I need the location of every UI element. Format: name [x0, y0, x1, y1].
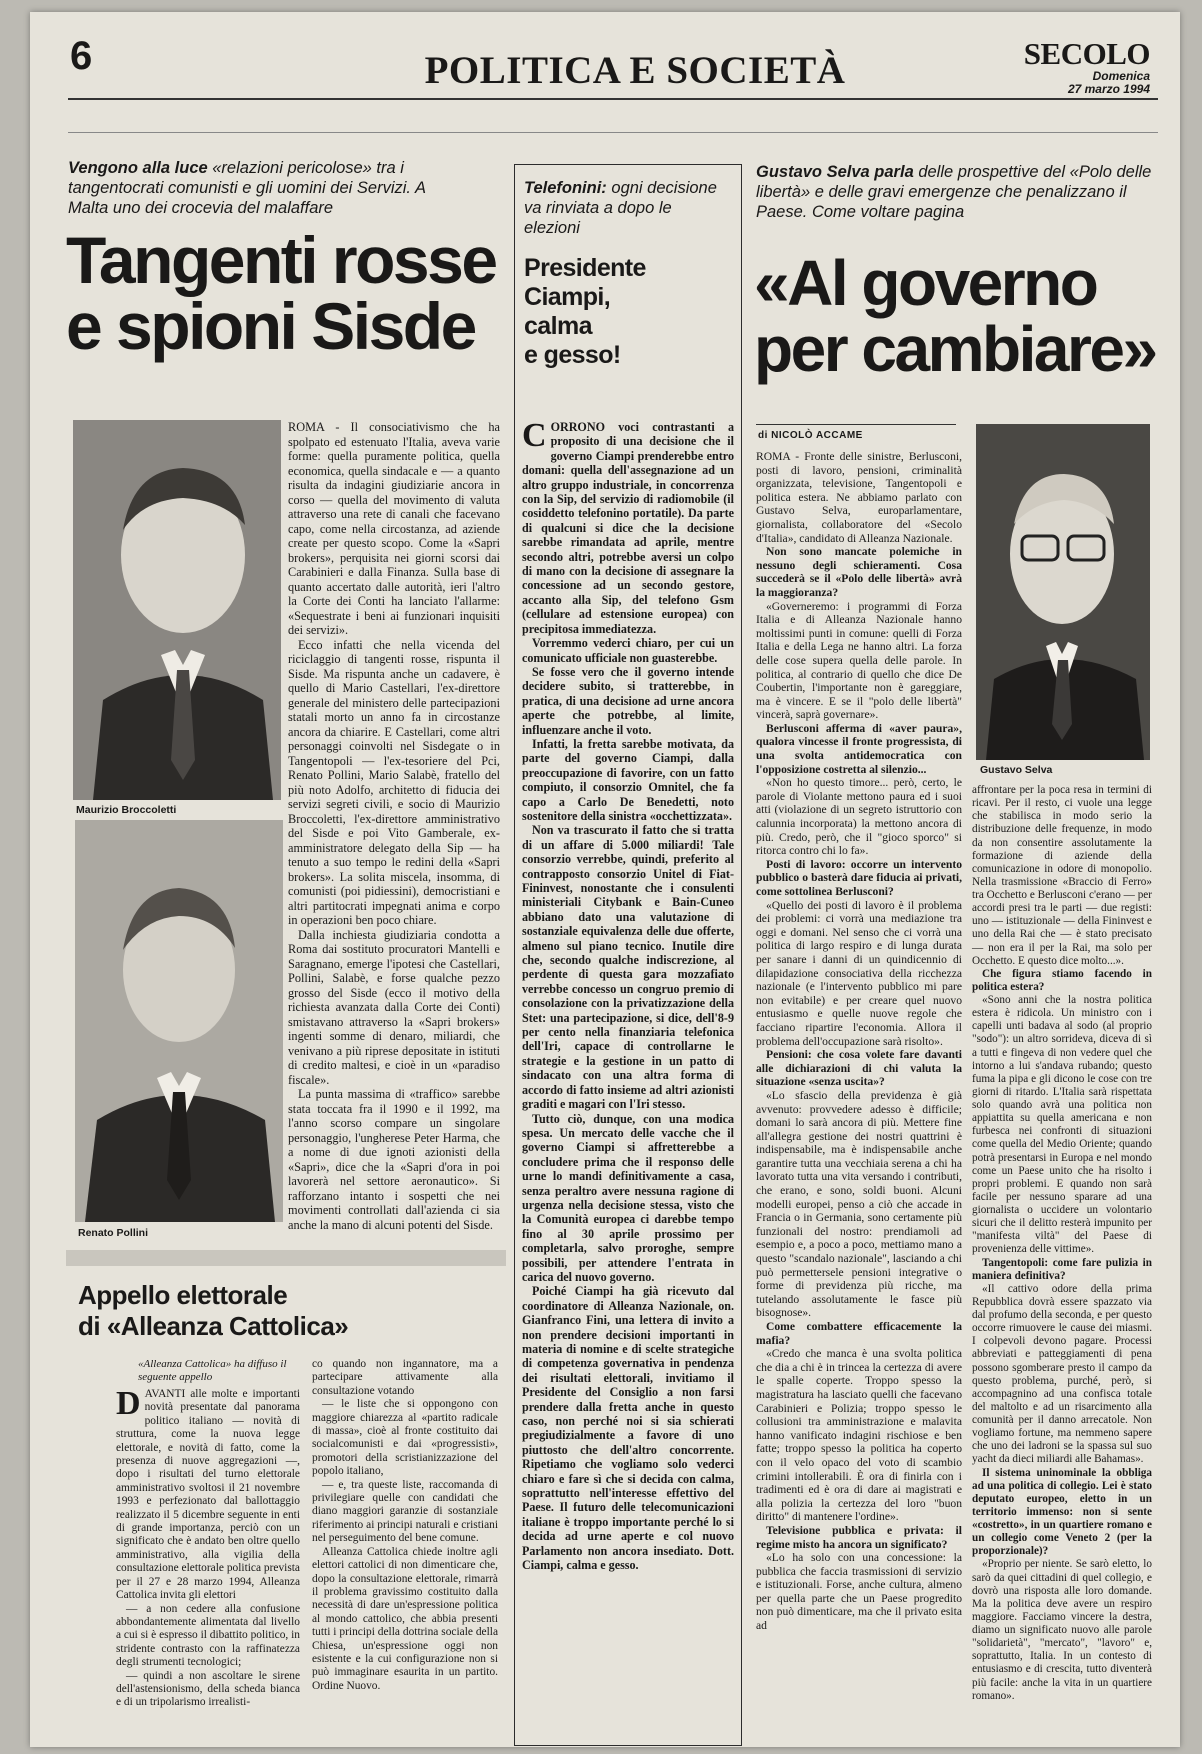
photo-selva [976, 424, 1150, 760]
right-col1-q2: Berlusconi afferma di «aver paura», qualora vincesse il fronte progressista, di una svolta antidemocratica con l'opposizione costretta al silenzio... [756, 721, 962, 776]
masthead-brand: SECOLO [1023, 36, 1150, 71]
right-col2-q3: Il sistema uninominale la obbliga ad una politica di collegio. Lei è stato deputato europeo, eletto in un territorio immenso: non si sente «costretto», in un quartiere romano e un collegio come Veneto 2 (per la proporzionale)? [972, 1466, 1152, 1558]
newspaper-page [30, 12, 1180, 1747]
right-col1-p2: «Governeremo: i programmi di Forza Italia e di Alleanza Nazionale hanno moltissimi punti in comune: quelli di Forza Italia e della Lega ne hanno altri. La forza delle cose supera quella delle parole. In politica, al contrario di quello che dice De Coubertin, l'importante non è gareggiare, ma è vincere. E se il "polo delle libertà" vincerà, saprà governare». [756, 599, 962, 722]
right-article-col2 [972, 784, 1152, 1703]
right-col1-q4: Pensioni: che cosa volete fare davanti alle dichiarazioni di chi valuta la situazione «senza uscita»? [756, 1048, 962, 1089]
right-col1-p5: «Lo sfascio della previdenza è già avvenuto: provvedere adesso è difficile; domani lo sarà ancora di più. Mettere fine all'allegra gestione dei nostri quattrini è indispensabile, ma è indispensabile anche garantire tutta una vecchiaia serena a chi ha lavorato tutta una vita versando i contributi, che erano, e sono, soldi buoni. Alcuni modelli europei, penso a ciò che accade in Francia o in Germania, sono certamente più funzionali del nostro: prendiamoli ad esempio e, a poco a poco, mettiamo mano a questo "scandalo nazionale", lasciando a chi può permettersele pensioni integrative o forme di previdenza più ricche, ma tutelando assolutamente le fasce più bisognose». [756, 1088, 962, 1320]
left-article-body [288, 420, 500, 1232]
right-headline-line1: «Al governo [754, 247, 1097, 319]
left-headline-line2: e spioni Sisde [66, 289, 475, 363]
center-paragraph-7: Poiché Ciampi ha già ricevuto dal coordinatore di Alleanza Nazionale, on. Gianfranco Fini, una lettera di invito a non prendere decisioni importanti in materia di nomine e di scelte strategiche di competenza governativa in pendenza dei risultati elettorali, invitiamo il Presidente del Consiglio a non farsi prendere dalla fretta anche in questo caso, non perché noi si sia schierati pregiudizialmente a favore di uno piuttosto che dell'altro concorrente. Ripetiamo che vogliamo solo vederci chiaro e fare sì che si decida con calma, soprattutto nell'interesse effettivo del Paese. Il futuro delle telecomunicazioni italiane è troppo importante perché lo si decida ad urne aperte e col nuovo Parlamento non ancora insediato. Dott. Ciampi, calma e gesso. [522, 1284, 734, 1573]
top-rule [68, 132, 1158, 133]
left-kicker-text: «relazioni pericolose» tra i tangentocrati comunisti e gli uomini dei Servizi. A Malta uno dei crocevia del malaffare [68, 159, 426, 217]
left-paragraph-2: Ecco infatti che nella vicenda del riciclaggio di tangenti rosse, rispunta il Sisde. Ma rispunta anche un cadavere, è quello di Mario Castellari, l'ex-direttore generale del ministero delle partecipazioni statali morto un anno fa in circostanze ancora da chiarire. E Castellari, come altri personaggi coinvolti nel Sisdegate o in Tangentopoli — l'ex-tesoriere del Pci, Renato Pollini, Mario Salabè, fratello del più noto Adolfo, architetto di fiducia dei servizi segreti civili, e socio di Maurizio Broccoletti, l'ex-direttore amministrativo del Sisde e poi Vito Gamberale, ex-amministratore delegato della Sip — ha tenuto a suo tempo le redini della «Sapri brokers». La solita miscela, insomma, di comunisti (poi pidiessini), democristiani e altri partitocrati impegnati anima e corpo in operazioni ben poco chiare. [288, 637, 500, 927]
masthead-date: 27 marzo 1994 [1067, 82, 1150, 96]
center-article-body [522, 417, 734, 1573]
center-kicker-bold: Telefonini: [524, 179, 607, 197]
center-paragraph-6: Tutto ciò, dunque, con una modica spesa. Un mercato delle vacche che il governo Ciampi si affretterebbe a concludere prima che il responso delle urne lo mandi definitivamente a casa, senza peraltro avere nessuna ragione di urgenza nella decisione stessa, visto che la Comunità europea ci darebbe tempo fino al 30 aprile prossimo per completarla, salvo proroghe, sempre possibili, per attendere l'entrata in carica del nuovo governo. [522, 1111, 734, 1284]
page-number: 6 [70, 34, 93, 78]
right-headline-line2: per cambiare» [754, 313, 1156, 385]
photo1-caption: Maurizio Broccoletti [76, 804, 177, 816]
center-headline-line3: calma [524, 312, 592, 340]
right-kicker-text: delle prospettive del «Polo delle libertà» e delle gravi emergenze che penalizzano il Paese. Come voltare pagina [756, 163, 1152, 221]
right-col1-p1: ROMA - Fronte delle sinistre, Berlusconi, posti di lavoro, pensioni, criminalità organizzata, televisione, Tangentopoli e politica estera. Ne abbiamo parlato con Gustavo Selva, europarlamentare, giornalista, collaboratore del «Secolo d'Italia», candidato di Alleanza Nazionale. [756, 450, 962, 545]
photo-pollini [75, 820, 283, 1222]
center-kicker [524, 178, 724, 238]
header-rule [68, 98, 1158, 100]
appeal-col2-p4: Alleanza Cattolica chiede inoltre agli elettori cattolici di non dimenticare che, dopo la consultazione elettorale, rimarrà il problema gravissimo costituito dalla necessità di dare un'espressione politica al mondo cattolico, che abbia presenti tutti i principi della dottrina sociale della Chiesa, un'espressione oggi non esistente e la cui configurazione non si può immaginare esaurita in un partito. Ordine Nuovo. [312, 1545, 498, 1692]
center-paragraph-3: Se fosse vero che il governo intende decidere subito, si tratterebbe, in pratica, di una decisione ad urne ancora aperte che potrebbe, al limite, influenzare anche il voto. [522, 664, 734, 737]
appeal-dropcap: D [116, 1385, 141, 1422]
right-kicker-bold: Gustavo Selva parla [756, 163, 914, 181]
appeal-col2-p1: co quando non ingannatore, ma a partecipare attivamente alla consultazione votando [312, 1358, 498, 1397]
right-col1-p3: «Non ho questo timore... però, certo, le parole di Violante mettono paura ed i suoi atti (violazione di un segreto istruttorio con calunnia incorporata) la mettono ancora di più. Credo, però, che il "gioco sporco" si ritorca contro chi lo fa». [756, 776, 962, 858]
right-col1-p7: «Lo ha solo con una concessione: la pubblica che faccia trasmissioni di servizio e istituzionali. Forse, anche cultura, almeno per quella parte che un Paese progredito non può dimenticare, ma che il privato esita ad [756, 1551, 962, 1633]
photo3-caption: Gustavo Selva [980, 764, 1053, 776]
center-headline-line1: Presidente [524, 254, 646, 282]
appeal-divider [66, 1250, 506, 1266]
left-kicker-bold: Vengono alla luce [68, 159, 208, 177]
center-kicker-text: ogni decisione va rinviata a dopo le elezioni [524, 179, 717, 237]
left-paragraph-1: ROMA - Il consociativismo che ha spolpato ed estenuato l'Italia, aveva varie forme: quella puramente politica, quella economica, quella sindacale e — a quanto risulta da indagini giudiziarie ancora in corso — quella del movimento di valuta attraverso una rete di canali che facevano capo, come nella circostanza, ad aziende create per questo scopo. Come la «Sapri brokers», perquisita nei giorni scorsi dai Carabinieri e dalla Finanza. Sulla base di quanto accertato dalle autorità, ieri l'altro la Corte dei Conti ha lanciato l'allarme: «Sequestrate i beni ai funzionari inquisiti dei servizi». [288, 420, 500, 637]
masthead-day: Domenica [1092, 69, 1150, 83]
section-title: POLITICA E SOCIETÀ [424, 49, 846, 92]
appeal-headline-line2: di «Alleanza Cattolica» [78, 1311, 349, 1341]
appeal-col1-p3: — quindi a non ascoltare le sirene dell'astensionismo, della scheda bianca e di un tripolarismo irrealisti- [116, 1669, 300, 1709]
right-article-col1 [756, 450, 962, 1633]
right-col1-q6: Televisione pubblica e privata: il regime misto ha ancora un significato? [756, 1523, 962, 1551]
right-col1-q1: Non sono mancate polemiche in nessuno degli schieramenti. Cosa succederà se il «Polo delle libertà» avrà la maggioranza? [756, 545, 962, 599]
left-kicker [68, 158, 468, 218]
right-col1-p4: «Quello dei posti di lavoro è il problema dei problemi: ci vorrà una mediazione tra oggi e domani. Nel senso che ci vorrà una politica di largo respiro e di lunga durata per sanare i danni di un quindicennio di dilapidazione consociativa della ricchezza nazionale (e l'intervento pubblico mi pare non evitabile) e per creare quel nuovo entusiasmo e quelle nuove regole che facciano ripartire l'economia. Allora il problema dell'occupazione sarà risolto». [756, 898, 962, 1048]
right-col2-p4: «Proprio per niente. Se sarò eletto, lo sarò da quei cittadini di quel collegio, e dovrò una risposta alle loro domande. Ma la politica deve avere un respiro maggiore. Facciamo vincere la destra, diamo un significato nuovo alle parole "solidarietà", "mercato", "lavoro" e, soprattutto, Italia. In un contesto di entusiasmo e di crescita, tutto diventerà più facile: anche la vita in un quartiere romano». [972, 1558, 1152, 1702]
center-headline-line2: Ciampi, [524, 283, 611, 311]
right-col2-q2: Tangentopoli: come fare pulizia in maniera definitiva? [972, 1256, 1152, 1282]
appeal-col2-p2: — le liste che si oppongono con maggiore chiarezza al «partito radicale di massa», cioè al fronte costituito dai socialcomunisti e dai «progressisti», promotori della scristianizzazione del popolo italiano, [312, 1398, 498, 1478]
center-paragraph-1: ORRONO voci contrastanti a proposito di una decisione che il governo Ciampi prenderebbe entro domani: quella dell'assegnazione ad un altro gruppo industriale, in concorrenza con la Sip, del servizio di radiomobile (il cosiddetto telefonino portatile). Da parte di qualcuni si dice che la decisione sarebbe rimandata ad aprile, mentre secondo altri, potrebbe aversi un colpo di mano con la decisione di assegnare la concessione ad un secondo gestore, accanto alla Sip, del telefono Gsm (cellulare ad estensione europea) con precipitosa immediatezza. [522, 420, 734, 636]
byline-rule [756, 424, 956, 425]
right-kicker [756, 162, 1156, 222]
portrait-image [73, 420, 281, 800]
appeal-headline [78, 1280, 498, 1342]
portrait-image-2 [75, 820, 283, 1222]
right-col2-p2: «Sono anni che la nostra politica estera è ridicola. Un ministro con i capelli unti badava al sodo (al proprio "sodo"): un altro sorrideva, diceva di sì a tutti e fingeva di non vedere quel che intorno a lui s'andava rubando; questo fuma la pipa e gli dicono le cose con tre giorni di ritardo. L'Italia sarà rispettata solo quando avrà una politica non appiattita su quella americana e non furbesca nei confronti di situazioni come quella del Medio Oriente; quando potrà presentarsi in Europa e nel mondo come un Paese unito che ha risolto i propri problemi. E quando non sarà facile per nessuno sparare ad una giornalista o uccidere un volontario sicuri che il delitto resterà impunito per "manifesta viltà" del Paese di provenienza delle vittime». [972, 994, 1152, 1256]
center-headline-line4: e gesso! [524, 341, 621, 369]
masthead [1024, 38, 1150, 96]
left-headline-line1: Tangenti rosse [66, 223, 496, 297]
right-headline [754, 247, 1174, 385]
center-dropcap: C [522, 417, 547, 454]
center-headline [524, 254, 724, 370]
photo-broccoletti [73, 420, 281, 800]
appeal-col2 [312, 1358, 498, 1693]
right-col2-q1: Che figura stiamo facendo in politica estera? [972, 967, 1152, 993]
appeal-intro: «Alleanza Cattolica» ha diffuso il seguente appello [138, 1358, 287, 1383]
center-paragraph-5: Non va trascurato il fatto che si tratta di un affare di 5.000 miliardi! Tale consorzio verrebbe, quindi, preferito al contrapposto consorzio Unitel di Fiat-Fininvest, nonostante che i consulenti ministeriali Citybank e Bain-Cuneo abbiano dato una valutazione di sostanziale equivalenza delle due offerte, almeno sul piano tecnico. Inutile dire che, secondo qualche indiscrezione, al perdente di questa gara mozzafiato verrebbe concesso un congruo premio di consolazione con la privatizzazione della Stet: una partecipazione, si dice, dell'8-9 per cento nella finanziaria telefonica dell'Iri, capace di controllarne le strategie e la gestione in un patto di sindacato con una altra forma di accordo di fatto insieme ad altri azionisti graditi e magari con l'Iri stesso. [522, 823, 734, 1112]
left-headline [66, 223, 506, 363]
byline: di NICOLÒ ACCAME [758, 430, 863, 441]
appeal-headline-line1: Appello elettorale [78, 1280, 288, 1310]
appeal-col1 [116, 1385, 300, 1710]
right-col2-p3: «Il cattivo odore della prima Repubblica dovrà essere spazzato via dal profumo della seconda, e per questo occorre rimuovere le cause dei miasmi. I colpevoli devono pagare. Processi abbreviati e patteggiamenti di pena possono sgomberare presto il campo da questo problema, purché, però, si accompagnino ad una confisca totale del maltolto e ad un risarcimento alla comunità per il danno arrecatole. Non vogliamo fortune, ma nemmeno sapere che uno dei ladroni se la spassa sul suo yacht da dieci miliardi alle Bahamas». [972, 1282, 1152, 1466]
right-col1-q3: Posti di lavoro: occorre un intervento pubblico o basterà dare fiducia ai privati, come sottolinea Berlusconi? [756, 857, 962, 898]
right-col1-p6: «Credo che manca è una svolta politica che dia a chi è in trincea la certezza di avere le spalle coperte. Troppo spesso la magistratura ha lasciato quelli che facevano Carabinieri e Polizia; troppo spesso le collusioni tra amministrazione e malavita hanno vanificato indagini rischiose e ben fatte; troppo spesso la politica ha coperto con il velo opaco del voto di scambio crimini intollerabili. È ora di finirla con i tradimenti ed è ora di dare ai magistrati e alla polizia la certezza del loro "buon diritto" di mantenere l'ordine». [756, 1347, 962, 1524]
appeal-col1-p2: — a non cedere alla confusione abbondantemente alimentata dal livello a cui si è espresso il dibattito politico, in stridente contrasto con la raffinatezza degli strumenti tecnologici; [116, 1602, 300, 1669]
center-paragraph-4: Infatti, la fretta sarebbe motivata, da parte del governo Ciampi, dalla preoccupazione di favorire, con un fatto compiuto, il consorzio Omnitel, che fa capo a Carlo De Benedetti, noto sostenitore della sinistra «occhettizzata». [522, 736, 734, 823]
portrait-image-3 [976, 424, 1150, 760]
appeal-col1-p1: AVANTI alle molte e importanti novità presentate dal panorama politico italiano — novità di struttura, come la nuova legge elettorale, e novità di fatto, come la presenza di nuove aggregazioni —, dopo i risultati del turno elettorale amministrativo svoltosi il 21 novembre 1993 e perfezionato dal ballottaggio realizzato il 5 dicembre seguente in enti di grande importanza, perciò con un significato che è andato ben oltre quello amministrativo, alla vigilia della consultazione elettorale politica prevista per il 27 e 28 marzo 1994, Alleanza Cattolica invita gli elettori [116, 1388, 300, 1602]
center-paragraph-2: Vorremmo vederci chiaro, per cui un comunicato ufficiale non guasterebbe. [522, 636, 734, 665]
left-paragraph-4: La punta massima di «traffico» sarebbe stata toccata fra il 1990 e il 1992, ma l'anno scorso compare un singolare personaggio, l'ungherese Peter Harma, che a nome di due ignoti azionisti della «Sapri», dice che la «Sapri d'ora in poi lavorerà nel settore aeronautico». Si rafforzano intanto i sospetti che nei movimenti controllati dall'azienda ci sia anche la mano di alcuni potenti del Sisde. [288, 1087, 500, 1232]
right-col1-q5: Come combattere efficacemente la mafia? [756, 1320, 962, 1347]
left-paragraph-3: Dalla inchiesta giudiziaria condotta a Roma dai sostituto procuratori Mantelli e Saragnano, emerge l'ipotesi che Castellari, Pollini, Salabè, e forse qualche pezzo grosso del Sisde (ecco il motivo della richiesta avanzata dalla Corte dei Conti) smistavano attraverso la «Sapri brokers» ingenti somme di denaro, miliardi, che venivano a più riprese depositate in istituti di credito maltesi, e cioè in un «paradiso fiscale». [288, 927, 500, 1087]
right-col2-p1: affrontare per la poca resa in termini di ricavi. Per il resto, ci vuole una legge che stabilisca in modo serio la distribuzione delle frequenze, in modo da non consentire assolutamente la formazione di aziende della comunicazione in odore di monopolio. Nella trasmissione «Braccio di Ferro» tra Occhetto e Berlusconi c'erano — per accordi presi tra le parti — due registi: uno — istituzionale — della Fininvest e uno della Rai che — è stato precisato — non era il per la Rai, ma solo per Occhetto. E questo dice molto...». [972, 784, 1152, 967]
photo2-caption: Renato Pollini [78, 1227, 149, 1239]
appeal-col2-p3: — e, tra queste liste, raccomanda di privilegiare quelle con candidati che diano maggiori garanzie di sostanziale riferimento ai principi naturali e cristiani nel perseguimento del bene comune. [312, 1478, 498, 1545]
